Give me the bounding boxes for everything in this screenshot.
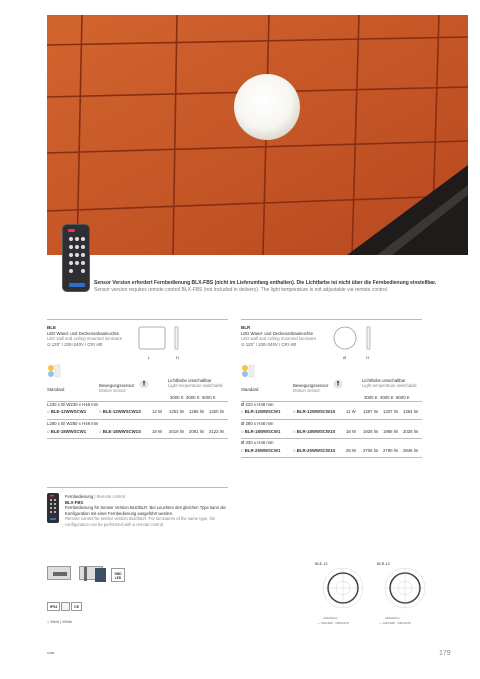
remote-control-thumbnail [47,493,59,523]
hero-photo [47,15,468,255]
ble-sub-en: LED wall and ceiling mounted luminaire [47,336,123,341]
smd-led-icon: SMD LED [111,568,125,582]
blr-sub-de: LED Wand- und Deckenanbauleuchte [241,331,313,336]
ble-size-2: L280 x B/ W280 x H48 mm [47,421,99,426]
ble-size-1: L230 x B/ W230 x H48 mm [47,402,99,407]
remote-control-image [62,224,90,292]
ble-h-cct: Lichtfarbe umschaltbar Light temperature switchable [168,378,223,388]
color-option: ○ Weiß | White [47,620,72,624]
caption-de: Sensor Version erfordert Fernbedienung BLX-FBS (nicht im Lieferumfang enthalten). Die Lichtfarbe ist nicht über die Fernbedienung einstellbar. [94,280,437,286]
led-panel-icon [95,568,106,582]
polar-diagram [377,566,433,622]
polar-diagram [315,566,371,622]
blr-title: BLR [241,325,251,330]
ble-sub-de: LED Wand- und Deckenanbauleuchte [47,331,119,336]
blr-round-drawing [330,325,378,360]
brand-logo: solar [47,651,55,655]
blr-specs: ⊙ 120° / 220÷240V / CRI ›80 [241,342,297,347]
blr-h-standard: Standard [241,387,259,392]
luminaire [234,74,300,140]
ble-h-standard: Standard [47,387,65,392]
ce-icon: CE [71,602,82,611]
ble-cct-values: 3000 K 4000 K 6000 K [170,395,216,400]
divider [47,487,228,488]
cct-color-icon [47,364,61,383]
page-number: 179 [439,650,451,657]
divider [241,457,422,458]
blr-dim-h: H [366,355,369,360]
remote-description: Fernbedienung | Remote control BLX-FBS Fernbedienung für Sensor Version BLE/BLR. Bei Leuchten des gleichen Type kann die Konfiguration mit einer Fernbedienung ausgeführt werden. Remote control for sensor version BLE/BLR. For luminaires of the same type, the configuration can be performed with a remote control. [65,494,235,528]
blr-h-cct: Lichtfarbe umschaltbar Light temperature switchable [362,378,417,388]
blr-h-sensor: Bewegungssensor Motion sensor [293,383,329,393]
motion-sensor-icon [139,376,149,394]
polar-ble-label: BLE-12 [315,562,328,566]
remote-text-de: Fernbedienung für Sensor Version BLE/BLR. Bei Leuchten des gleichen Type kann die Konfiguration mit einer Fernbedienung ausgeführt werden. [65,505,226,516]
blr-size-1: Ø 220 x H48 mm [241,402,274,407]
cct-color-icon [241,364,255,383]
blr-size-3: Ø 330 x H48 mm [241,440,274,445]
divider [241,438,422,439]
divider [47,438,228,439]
class-icon [61,602,70,611]
ble-h-sensor: Bewegungssensor Motion sensor [99,383,135,393]
divider [241,419,422,420]
blr-cct-values: 3000 K 4000 K 6000 K [364,395,410,400]
ble-specs: ⊙ 120° / 220÷240V / CRI ›80 [47,342,103,347]
blr-sub-en: LED wall and ceiling mounted luminaire [241,336,317,341]
ble-dim-h: H [176,355,179,360]
motion-sensor-icon [333,376,343,394]
orange-tile-wall [47,15,468,255]
remote-text-en: Remote control for sensor version BLE/BLR. For luminaires of the same type, the configuration can be performed with a remote control. [65,516,216,527]
polar-blr-label: BLR-12 [377,562,390,566]
blr-size-2: Ø 280 x H48 mm [241,421,274,426]
divider [241,319,422,320]
blr-dim-d: Ø [343,355,347,360]
divider [47,319,228,320]
divider [47,419,228,420]
ip54-icon: IP54 [47,602,60,611]
ble-title: BLE [47,325,56,330]
polar-blr: BLR-12 cd/1000 lm — C0/C180 · C90/C270 [377,562,433,628]
sensor-caption [94,280,474,294]
wall-mount-icon [47,566,71,580]
caption-en: Sensor version requires remote control BLX-FBS (not included in delivery). The light temperature is not adjustable via remote control. [94,287,389,293]
remote-code: BLX-FBS [65,499,84,505]
polar-ble: BLE-12 cd/1000 lm — C0/C180 · C90/C270 [315,562,371,628]
ble-dim-l: L [148,355,151,360]
